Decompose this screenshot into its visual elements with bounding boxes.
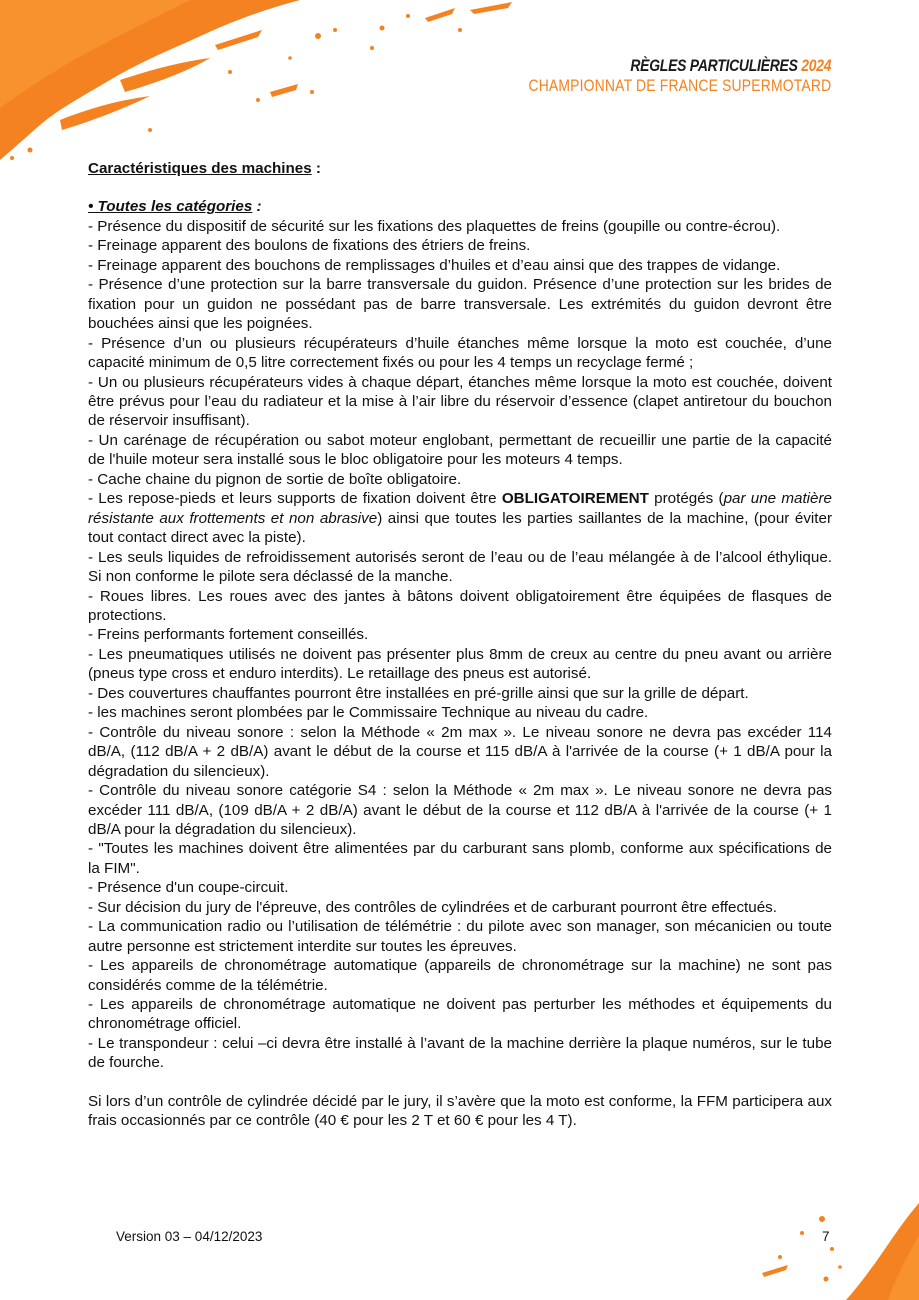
list-item: - Cache chaine du pignon de sortie de boîte obligatoire. (88, 470, 462, 488)
bottom-right-splash-decoration (750, 1195, 919, 1300)
list-item: - Sur décision du jury de l'épreuve, des contrôles de cylindrées et de carburant pourront être effectués. (88, 898, 777, 916)
header-title (528, 56, 831, 76)
category-heading-suffix: : (252, 198, 262, 216)
list-item: - Un carénage de récupération ou sabot moteur englobant, permettant de recueillir une partie de la capacité de l'huile moteur sera installé sous le bloc obligatoire pour les moteurs 4 temps. (88, 431, 832, 469)
list-item: - Les appareils de chronométrage automatique (appareils de chronométrage sur la machine) ne sont pas considérés comme de la télémétrie. (88, 957, 832, 994)
closing-paragraph: Si lors d’un contrôle de cylindrée décidé par le jury, il s’avère que la moto est conforme, la FFM participera aux frais occasionnés par ce contrôle (40 € pour les 2 T et 60 € pour les 4 T). (88, 1092, 832, 1130)
list-item: - Les seuls liquides de refroidissement autorisés seront de l’eau ou de l’eau mélangée à de l’alcool éthylique. Si non conforme le pilote sera déclassé de la manche. (88, 548, 832, 586)
list-item: - Roues libres. Les roues avec des jantes à bâtons doivent obligatoirement être équipées de flasques de protections. (88, 587, 832, 624)
footrest-italic: par une matière résistante aux frottements et non abrasive (88, 490, 832, 527)
list-item: - Contrôle du niveau sonore catégorie S4 : selon la Méthode « 2m max ». Le niveau sonore ne devra pas excéder 111 dB/A, (109 dB/A + 2 dB/A) avant le début de la course et 112 dB/A à l'arrivée de la course (+ 1 dB/A pour la dégradation du silencieux). (88, 782, 832, 838)
footer-version: Version 03 – 04/12/2023 (116, 1229, 263, 1244)
list-item-footrest (88, 489, 832, 547)
footrest-bold: OBLIGATOIREMENT (501, 490, 649, 508)
section-title-text: Caractéristiques des machines (88, 160, 312, 177)
list-item: - La communication radio ou l’utilisation de télémétrie : du pilote avec son manager, son mécanicien ou toute autre personne est strictement interdite sur toutes les épreuves. (88, 918, 832, 955)
list-item: - Un ou plusieurs récupérateurs vides à chaque départ, étanches même lorsque la moto est couchée, doivent être prévus pour l’eau du radiateur et la mise à l’air libre du réservoir d’essence (clapet antiretour du bouchon de réservoir insuffisant). (88, 373, 832, 430)
list-item: - Les appareils de chronométrage automatique ne doivent pas perturber les méthodes et équipements du chronométrage officiel. (88, 996, 832, 1033)
footrest-text-3: ) ainsi que toutes les parties saillantes de la machine, (pour éviter tout contact direct avec la piste). (88, 509, 833, 547)
list-item: - Présence du dispositif de sécurité sur les fixations des plaquettes de freins (goupille ou contre-écrou). (88, 217, 781, 235)
category-heading (88, 197, 832, 216)
section-title-suffix: : (311, 160, 321, 177)
list-item: - Présence d’un ou plusieurs récupérateurs d’huile étanches même lorsque la moto est couchée, d’une capacité minimum de 0,5 litre correctement fixés ou pour les 4 temps un recyclage fermé ; (88, 334, 832, 372)
footrest-text-1: - Les repose-pieds et leurs supports de fixation doivent être (88, 490, 502, 508)
category-heading-text: • Toutes les catégories (88, 198, 253, 216)
section-title (88, 159, 832, 178)
footrest-text-2: protégés ( (648, 490, 724, 508)
header-subtitle: CHAMPIONNAT DE FRANCE SUPERMOTARD (528, 76, 831, 95)
header-year: 2024 (800, 56, 831, 75)
top-left-splash-decoration (0, 0, 540, 170)
list-item: - "Toutes les machines doivent être alimentées par du carburant sans plomb, conforme aux spécifications de la FIM". (88, 840, 832, 877)
list-item: - Présence d'un coupe-circuit. (88, 879, 289, 897)
list-item: - Présence d’une protection sur la barre transversale du guidon. Présence d’une protection sur les brides de fixation pour un guidon ne possédant pas de barre transversale. Les extrémités du guidon devront être bouchées ainsi que les poignées. (88, 276, 832, 333)
list-item: - Le transpondeur : celui –ci devra être installé à l’avant de la machine derrière la plaque numéros, sur le tube de fourche. (88, 1034, 832, 1072)
document-body (88, 159, 832, 1131)
list-item: - Les pneumatiques utilisés ne doivent pas présenter plus 8mm de creux au centre du pneu avant ou arrière (pneus type cross et enduro interdits). Le retaillage des pneus est autorisé. (88, 645, 832, 683)
list-item: - les machines seront plombées par le Commissaire Technique au niveau du cadre. (88, 704, 649, 722)
list-item: - Freins performants fortement conseillés. (88, 626, 369, 644)
list-item: - Freinage apparent des boulons de fixations des étriers de freins. (88, 237, 531, 255)
paragraph-spacer (88, 1073, 832, 1092)
list-item: - Des couvertures chauffantes pourront être installées en pré-grille ainsi que sur la grille de départ. (88, 684, 749, 702)
page-number: 7 (822, 1229, 830, 1244)
list-item: - Contrôle du niveau sonore : selon la Méthode « 2m max ». Le niveau sonore ne devra pas excéder 114 dB/A, (112 dB/A + 2 dB/A) avant le début de la course et 115 dB/A à l'arrivée de la course (+ 1 dB/A pour la dégradation du silencieux). (88, 723, 832, 780)
document-header (462, 56, 831, 96)
header-title-text: RÈGLES PARTICULIÈRES (630, 56, 798, 75)
list-item: - Freinage apparent des bouchons de remplissages d’huiles et d’eau ainsi que des trappes de vidange. (88, 256, 781, 274)
